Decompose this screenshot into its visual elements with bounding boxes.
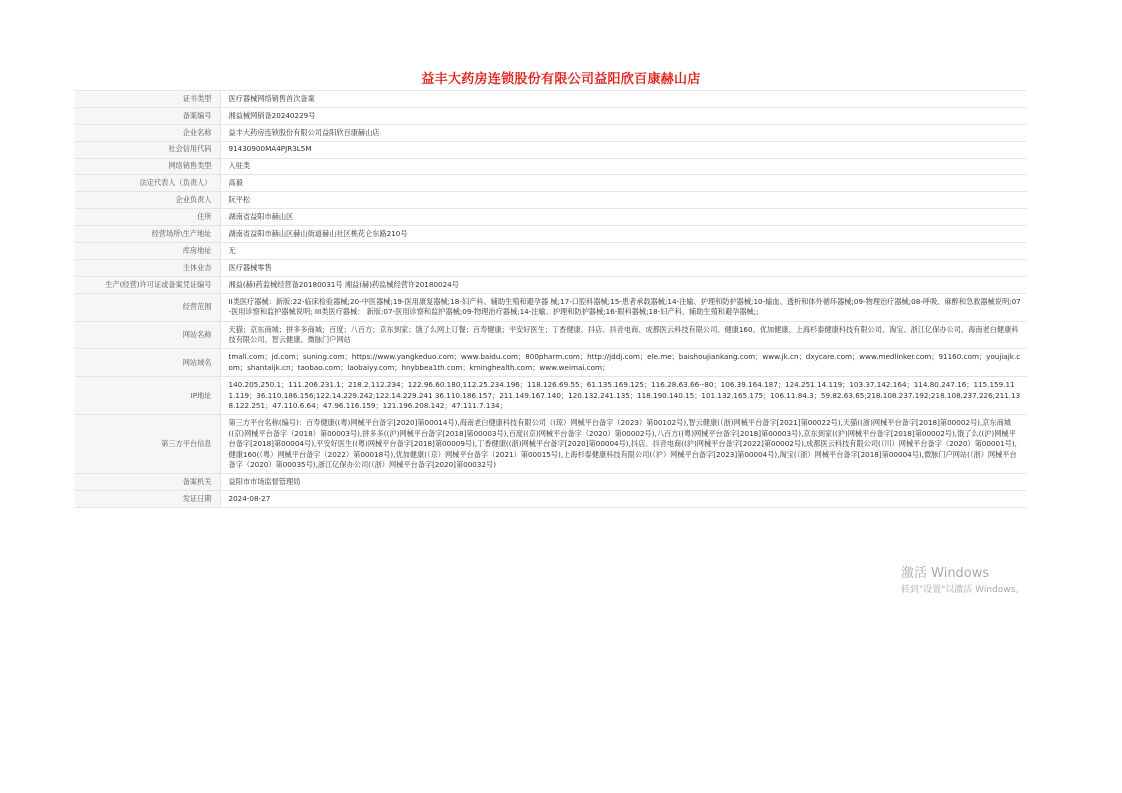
row-value: 湘益械网销备20240229号: [220, 107, 1027, 124]
table-row: [75, 158, 1027, 175]
row-value: 医疗器械网络销售首次备案: [220, 91, 1027, 108]
row-label: 经营场所\生产地址: [75, 226, 220, 243]
row-value: 阮平松: [220, 192, 1027, 209]
table-row: [75, 349, 1027, 377]
table-row: [75, 259, 1027, 276]
table-row: [75, 293, 1027, 321]
table-row: [75, 276, 1027, 293]
table-row: [75, 192, 1027, 209]
row-value: 湘益(赫)药监械经营备20180031号 湘益(赫)药监械经营许20180024号: [220, 276, 1027, 293]
watermark-subtitle: 转到"设置"以激活 Windows。: [901, 585, 1025, 595]
row-label: 生产(经营)许可证或备案凭证编号: [75, 276, 220, 293]
row-value: 湖南省益阳市赫山区赫山街道赫山社区桃花仑东路210号: [220, 226, 1027, 243]
table-row: [75, 175, 1027, 192]
row-label: 发证日期: [75, 491, 220, 508]
row-label: 网络销售类型: [75, 158, 220, 175]
row-value: tmall.com；jd.com；suning.com；https://www.yangkeduo.com；www.baidu.com；800pharm.com；http://jddj.com；ele.me；baishoujiankang.com；www.jk.cn；dxycare.com；www.medlinker.com；91160.com；youjiajk.com；shantaijk.cn；taobao.com；laobaiyy.com；hnybbea1th.com；kminghealth.com；www.weimai.com；: [220, 349, 1027, 377]
row-label: 法定代表人（负责人）: [75, 175, 220, 192]
row-value: 医疗器械零售: [220, 259, 1027, 276]
table-row: [75, 415, 1027, 474]
row-value: 益阳市市场监督管理局: [220, 474, 1027, 491]
row-label: 网站名称: [75, 321, 220, 349]
row-label: 企业负责人: [75, 192, 220, 209]
row-label: 第三方平台信息: [75, 415, 220, 474]
row-label: 证书类型: [75, 91, 220, 108]
activation-watermark: [901, 566, 1029, 596]
table-row: [75, 243, 1027, 260]
row-label: 库房地址: [75, 243, 220, 260]
table-row: [75, 141, 1027, 158]
row-label: 社会信用代码: [75, 141, 220, 158]
row-value: 益丰大药房连锁股份有限公司益阳欣百康赫山店: [220, 124, 1027, 141]
table-row: [75, 91, 1027, 108]
watermark-title: 激活 Windows: [901, 566, 990, 581]
row-value: 入驻类: [220, 158, 1027, 175]
table-row: [75, 321, 1027, 349]
table-row: [75, 491, 1027, 508]
table-row: [75, 209, 1027, 226]
row-label: 企业名称: [75, 124, 220, 141]
row-value: 第三方平台名称(编号)：百寿健康((粤)网械平台备字[2020]第00014号),海南老白健康科技有限公司（(琼）网械平台备字（2023）第00102号),智云健康(（浙)网械平台备字[2021]第00022号),天猫((浙)网械平台备字[2018]第00002号),京东商城((京)网械平台备字（2018）第00003号),拼多多((沪)网械平台备字[2018]第00003号),百度((京)网械平台备字（2020）第00002号),八百方((粤)网械平台备字[2018]第00003号),京东到家((沪)网械平台备字[2018]第00002号),饿了么((沪)网械平台备字[2018]第00004号),平安好医生((粤)网械平台备字[2018]第00009号),丁香健康((浙)网械平台备字[2020]第00004号),抖店、抖音电商((沪)网械平台备字[2022]第00002号),成都医云科技有限公司(（川）网械平台备字（2020）第00001号),健康160(（粤）网械平台备字（2022）第00018号),优加健康(（京）网械平台备字（2021）第00015号),上海杉泰健康科技有限公司(（沪）网械平台备字[2023]第00004号),淘宝(（浙）网械平台备字[2018]第00004号),微脉门户网站(（浙）网械平台备字（2020）第00035号),浙江亿保办公司(（浙）网械平台备字[2020]第00032号): [220, 415, 1027, 474]
row-value: 2024-08-27: [220, 491, 1027, 508]
row-label: 主体业态: [75, 259, 220, 276]
row-label: IP地址: [75, 377, 220, 415]
table-row: [75, 226, 1027, 243]
row-label: 备案编号: [75, 107, 220, 124]
table-row: [75, 107, 1027, 124]
row-value: II类医疗器械：新版:22-临床检验器械;20-中医器械;19-医用康复器械;18-妇产科、辅助生殖和避孕器 械;17-口腔科器械;15-患者承载器械;14-注输、护理和防护器械;10-输血、透析和体外循环器械;09-物理治疗器械;08-呼吸、麻醉和急救器械说明;07-医用诊察和监护器械说明; III类医疗器械： 新版:07-医用诊察和监护器械;09-物理治疗器械;14-注输、护理和防护器械;16-眼科器械;18-妇产科、辅助生殖和避孕器械;;: [220, 293, 1027, 321]
row-value: 高毅: [220, 175, 1027, 192]
row-label: 住所: [75, 209, 220, 226]
table-row: [75, 377, 1027, 415]
table-row: [75, 124, 1027, 141]
page-title: 益丰大药房连锁股份有限公司益阳欣百康赫山店: [421, 72, 701, 87]
row-label: 经营范围: [75, 293, 220, 321]
row-label: 网站域名: [75, 349, 220, 377]
record-table: [75, 90, 1027, 508]
row-value: 湖南省益阳市赫山区: [220, 209, 1027, 226]
row-value: 无: [220, 243, 1027, 260]
row-label: 备案机关: [75, 474, 220, 491]
row-value: 140.205.250.1；111.206.231.1；218.2.112.234；122.96.60.180,112.25.234.196；118.126.69.55；61.135.169.125；116.28.63.66--80；106.39.164.187；124.251.14.119；103.37.142.164；114.80.247.16；115.159.111.119；36.110.186.156;122.14.229.242;122.14.229.241 36.110.186.157；211.149.167.140；120.132.241.135；118.190.140.15；101.132.165.175；106.11.84.3；59.82.63.65;218.108.237.192;218.108.237.226;211.138.122.251；47.110.6.64；47.96.116.159；121.196.208.142；47.111.7.134；: [220, 377, 1027, 415]
row-value: 91430900MA4PJR3L5M: [220, 141, 1027, 158]
row-value: 天猫；京东商城；拼多多商城；百度；八百方；京东到家；饿了么网上订餐；百寿健康；平安好医生；丁香健康、抖店、抖音电商、成都医云科技有限公司、健康160、优加健康、上海杉泰健康科技有限公司、淘宝、浙江亿保办公司、海南老白健康科技有限公司、智云健康、微脉门户网站: [220, 321, 1027, 349]
table-row: [75, 474, 1027, 491]
